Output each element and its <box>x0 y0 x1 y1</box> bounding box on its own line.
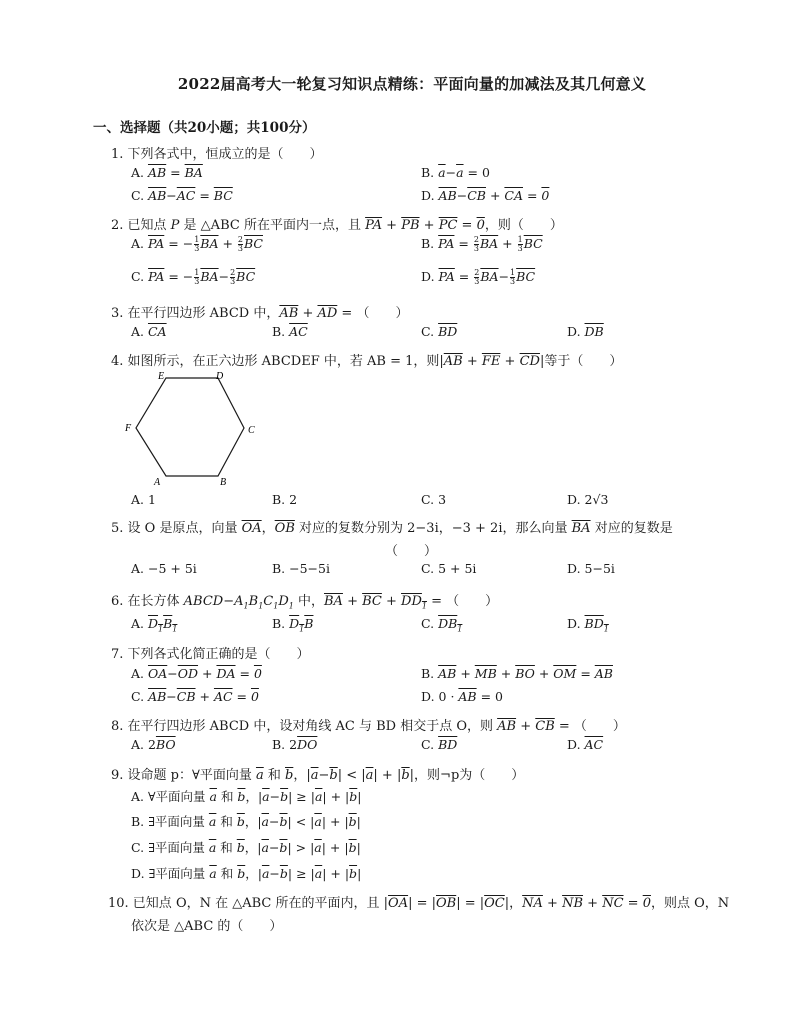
q8-option-a: A. $2\overline{BO}$ <box>131 737 176 752</box>
q9-option-c: C. ∃平面向量 $\overline{a}$ 和 $\overline{b}$，$|\overline{a}-\overline{b}| > |\overline{a}| + |\overline{b}|$ <box>131 840 361 855</box>
question-9: 9. 设命题 p：∀平面向量 $\overline{a}$ 和 $\overline{b}$，$|\overline{a}-\overline{b}| < |\overline{a}| + |\overline{b}|$，则¬p为（ ） <box>111 768 525 783</box>
question-1: 1. 下列各式中，恒成立的是（ ） <box>111 147 323 162</box>
q9-option-a: A. ∀平面向量 $\overline{a}$ 和 $\overline{b}$，$|\overline{a}-\overline{b}| \ge |\overline{a}| + |\overline{b}|$ <box>131 789 362 804</box>
q6-option-a: A. $D_1B_1$ <box>131 616 178 634</box>
hexagon-shape <box>136 378 244 476</box>
q7-option-b: B. $\overline{AB} + \overline{MB} + \overline{BO} + \overline{OM} = \overline{AB}$ <box>421 666 613 681</box>
q3-option-d: D. $\overline{DB}$ <box>567 324 604 339</box>
q2-option-a: A. $\overline{PA}$ = − $\frac{1}{3}$ $\overline{BA}$ + $\frac{2}{3}$ $\overline{BC}$ <box>131 235 263 253</box>
q1-option-a: A. $\overline{AB} = \overline{BA}$ <box>131 165 203 180</box>
q2-option-b: B. $\overline{PA}$ = $\frac{2}{3}$ $\overline{BA}$ + $\frac{1}{3}$ $\overline{BC}$ <box>421 235 543 253</box>
q3-option-a: A. $\overline{CA}$ <box>131 324 167 339</box>
label-c: C <box>248 425 255 436</box>
q6-option-b: B. $D_1B$ <box>272 616 314 634</box>
page-title: 2022届高考大一轮复习知识点精练：平面向量的加减法及其几何意义 <box>177 75 647 93</box>
q9-option-d: D. ∃平面向量 $\overline{a}$ 和 $\overline{b}$，$|\overline{a}-\overline{b}| \ge |\overline{a}| + |\overline{b}|$ <box>131 866 362 881</box>
q6-option-c: C. $DB_1$ <box>421 616 463 634</box>
q5-option-b: B. −5−5i <box>272 561 330 576</box>
label-b: B <box>220 477 227 488</box>
q9-option-b: B. ∃平面向量 $\overline{a}$ 和 $\overline{b}$，$|\overline{a}-\overline{b}| < |\overline{a}| + |\overline{b}|$ <box>131 814 361 829</box>
q1-option-c: C. $\overline{AB}-\overline{AC} = \overline{BC}$ <box>131 188 233 203</box>
q1-option-d: D. $\overline{AB}-\overline{CB} + \overline{CA} = 0$ <box>421 188 550 203</box>
q5-option-d: D. 5−5i <box>567 561 615 576</box>
q2-option-d: D. $\overline{PA}$ = $\frac{2}{3}$ $\overline{BA}-$ $\frac{1}{3}$ $\overline{BC}$ <box>421 268 536 286</box>
q2-option-c: C. $\overline{PA}$ = − $\frac{1}{3}$ $\overline{BA}-$ $\frac{2}{3}$ $\overline{BC}$ <box>131 268 256 286</box>
q4-option-a: A. 1 <box>131 492 156 507</box>
question-5-paren: （ ） <box>385 544 438 559</box>
question-4: 4. 如图所示，在正六边形 ABCDEF 中，若 AB = 1，则$|\overline{AB} + \overline{FE} + \overline{CD}|$等于（ ） <box>111 354 623 369</box>
q4-option-b: B. 2 <box>272 492 298 507</box>
section-heading: 一、选择题（共20小题；共100分） <box>93 120 316 136</box>
q7-option-c: C. $\overline{AB}-\overline{CB} + \overline{AC} = 0$ <box>131 689 259 704</box>
question-6: 6. 在长方体 $ABCD-A_1B_1C_1D_1$ 中，$\overline{BA} + \overline{BC} + DD_1$ = （ ） <box>111 594 499 611</box>
label-f: F <box>125 423 132 434</box>
question-10-line2: 依次是 △ABC 的（ ） <box>131 919 283 934</box>
q7-option-d: D. $0 \cdot \overline{AB} = 0$ <box>421 689 503 704</box>
question-3: 3. 在平行四边形 ABCD 中，$\overline{AB} + \overline{AD}$ = （ ） <box>111 306 409 321</box>
q1-option-b: B. $\overline{a}-\overline{a} = 0$ <box>421 165 490 180</box>
q6-option-d: D. $BD_1$ <box>567 616 609 634</box>
question-2: 2. 已知点 P 是 △ABC 所在平面内一点，且 $\overline{PA} + \overline{PB} + \overline{PC} = 0$，则（ ） <box>111 218 563 233</box>
q8-option-d: D. $\overline{AC}$ <box>567 737 604 752</box>
q3-option-c: C. $\overline{BD}$ <box>421 324 458 339</box>
question-8: 8. 在平行四边形 ABCD 中，设对角线 AC 与 BD 相交于点 O，则 $\overline{AB} + \overline{CB}$ = （ ） <box>111 719 626 734</box>
q3-option-b: B. $\overline{AC}$ <box>272 324 308 339</box>
label-d: D <box>216 371 224 382</box>
q4-option-d: D. 2√3 <box>567 492 609 507</box>
label-e: E <box>158 371 165 382</box>
label-a: A <box>154 477 161 488</box>
question-10: 10. 已知点 O，N 在 △ABC 所在的平面内，且 $|\overline{OA}| = |\overline{OB}| = |\overline{OC}|$，$\overline{NA} + \overline{NB} + \overline{NC} = 0$，则点 O，N <box>108 896 730 911</box>
q5-option-a: A. −5 + 5i <box>131 561 197 576</box>
question-7: 7. 下列各式化简正确的是（ ） <box>111 647 310 662</box>
q7-option-a: A. $\overline{OA}-\overline{OD} + \overline{DA} = 0$ <box>131 666 262 681</box>
q5-option-c: C. 5 + 5i <box>421 561 477 576</box>
hexagon-figure <box>120 368 270 488</box>
q8-option-c: C. $\overline{BD}$ <box>421 737 458 752</box>
question-5: 5. 设 O 是原点，向量 $\overline{OA}$，$\overline{OB}$ 对应的复数分别为 2−3i，−3 + 2i，那么向量 $\overline{BA}$ 对应的复数是 <box>111 521 673 536</box>
q8-option-b: B. $2\overline{DO}$ <box>272 737 318 752</box>
q4-option-c: C. 3 <box>421 492 447 507</box>
